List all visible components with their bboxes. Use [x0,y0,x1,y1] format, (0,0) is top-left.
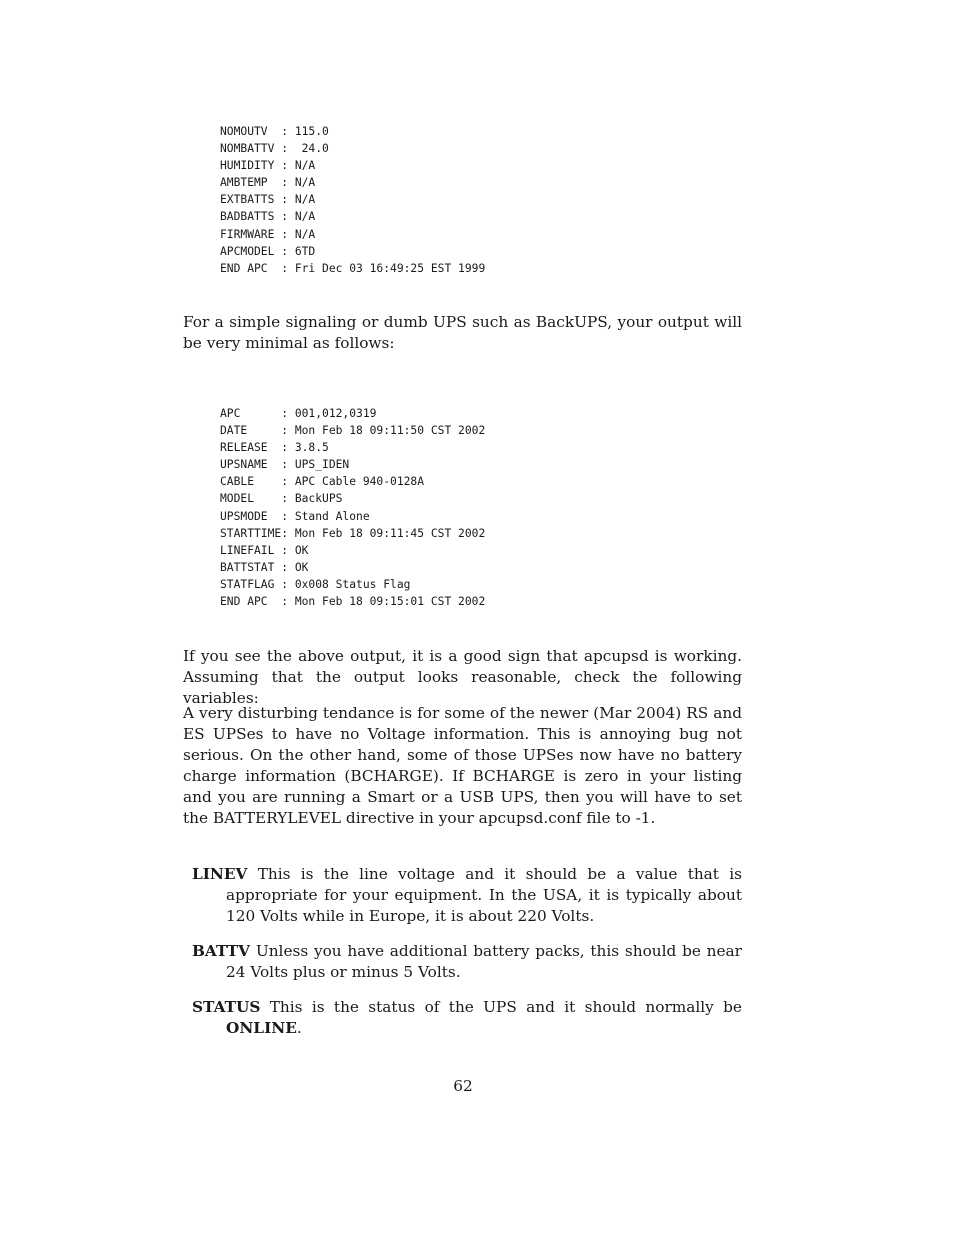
variable-item-linev [192,864,742,927]
variable-description: Unless you have additional battery packs, this should be near 24 Volts plus or minus 5 Volts. [226,942,742,981]
code-block-ups-status-backups [220,405,485,610]
variable-term: BATTV [192,942,251,960]
code-line: STARTTIME: Mon Feb 18 09:11:45 CST 2002 [220,526,486,540]
paragraph-voltage-warning: A very disturbing tendance is for some of the newer (Mar 2004) RS and ES UPSes to have no Voltage information. This is annoying bug not serious. On the other hand, some of those UPSes now have no battery charge information (BCHARGE). If BCHARGE is zero in your listing and you are running a Smart or a USB UPS, then you will have to set the BATTERYLEVEL directive in your apcupsd.conf file to -1. [183,704,742,827]
code-line: DATE : Mon Feb 18 09:11:50 CST 2002 [220,424,486,438]
variable-term: LINEV [192,865,248,883]
code-line: EXTBATTS : N/A [220,193,316,207]
code-line: RELEASE : 3.8.5 [220,441,329,455]
code-line: BATTSTAT : OK [220,560,309,574]
code-line: APCMODEL : 6TD [220,244,316,258]
code-line: FIRMWARE : N/A [220,227,316,241]
code-line: NOMBATTV : 24.0 [220,142,329,156]
code-line: END APC : Mon Feb 18 09:15:01 CST 2002 [220,595,486,609]
variable-description: This is the status of the UPS and it should normally be [269,998,742,1016]
code-line: CABLE : APC Cable 940-0128A [220,475,425,489]
status-online-emphasis: ONLINE [226,1018,297,1037]
code-line: UPSMODE : Stand Alone [220,509,370,523]
paragraph-output-check: If you see the above output, it is a good sign that apcupsd is working. Assuming that the output looks reasonable, check the following variables: [183,647,742,707]
variable-item-battv [192,941,742,983]
code-line: AMBTEMP : N/A [220,176,316,190]
code-line: NOMOUTV : 115.0 [220,125,329,138]
code-line: APC : 001,012,0319 [220,407,377,420]
variable-term: STATUS [192,998,261,1016]
page-number: 62 [453,1077,473,1095]
variable-description: This is the line voltage and it should be a value that is appropriate for your equipment. In the USA, it is typically about 120 Volts while in Europe, it is about 220 Volts. [226,865,742,925]
code-line: HUMIDITY : N/A [220,159,316,173]
sentence-end: . [296,1018,302,1037]
code-line: UPSNAME : UPS_IDEN [220,458,350,472]
code-line: MODEL : BackUPS [220,492,343,506]
code-line: END APC : Fri Dec 03 16:49:25 EST 1999 [220,261,486,275]
code-line: LINEFAIL : OK [220,543,309,557]
code-line: BADBATTS : N/A [220,210,316,224]
code-line: STATFLAG : 0x008 Status Flag [220,577,411,591]
paragraph-dumb-ups-intro: For a simple signaling or dumb UPS such as BackUPS, your output will be very minimal as follows: [183,313,742,352]
variable-item-status [192,997,742,1039]
code-block-ups-status-smart [220,123,485,277]
